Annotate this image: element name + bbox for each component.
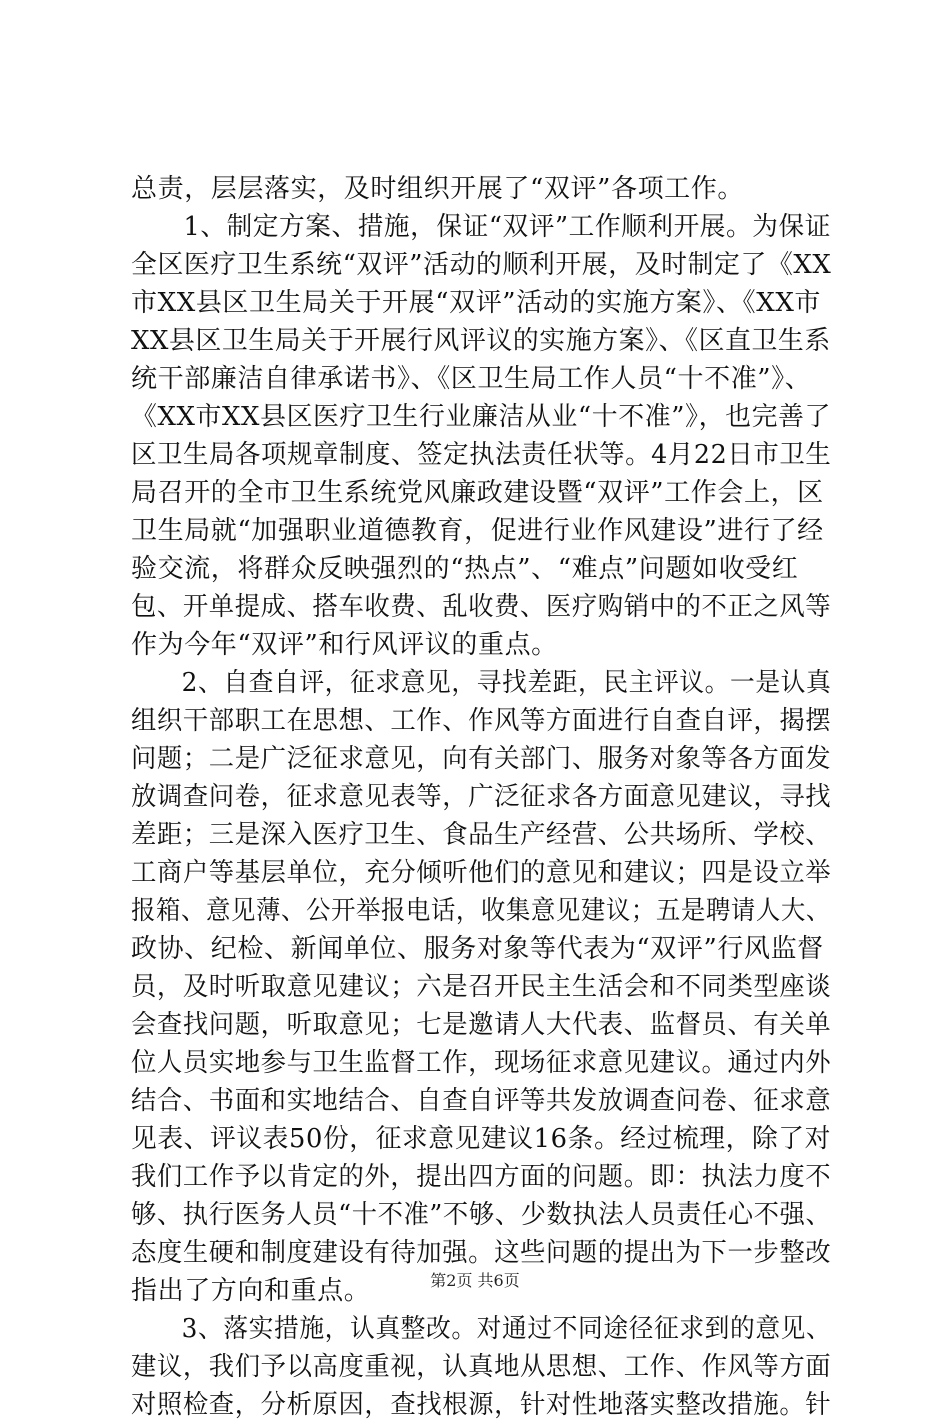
text-line: XX县区卫生局关于开展行风评议的实施方案》、《区直卫生系: [131, 326, 831, 356]
text-line: 卫生局就“加强职业道德教育，促进行业作风建设”进行了经: [131, 516, 824, 546]
text-line: 局召开的全市卫生系统党风廉政建设暨“双评”工作会上，区: [131, 478, 824, 508]
text-line: 结合、书面和实地结合、自查自评等共发放调查问卷、征求意: [131, 1086, 832, 1116]
text-line: 放调查问卷，征求意见表等，广泛征求各方面意见建议，寻找: [131, 782, 832, 812]
page-footer: 第2页 共6页: [430, 1271, 520, 1290]
text-line: 《XX市XX县区医疗卫生行业廉洁从业“十不准”》，也完善了: [131, 402, 832, 432]
text-line: 政协、纪检、新闻单位、服务对象等代表为“双评”行风监督: [131, 934, 824, 964]
text-line: 见表、评议表50份，征求意见建议16条。经过梳理，除了对: [131, 1124, 831, 1154]
text-line: 区卫生局各项规章制度、签定执法责任状等。4月22日市卫生: [131, 440, 832, 470]
text-line: 对照检查，分析原因，查找根源，针对性地落实整改措施。针: [131, 1390, 832, 1420]
text-line: 建议，我们予以高度重视，认真地从思想、工作、作风等方面: [131, 1352, 832, 1382]
text-line: 全区医疗卫生系统“双评”活动的顺利开展，及时制定了《XX: [131, 250, 832, 280]
text-line: 报箱、意见薄、公开举报电话，收集意见建议；五是聘请人大、: [131, 896, 831, 926]
text-line: 我们工作予以肯定的外，提出四方面的问题。即：执法力度不: [131, 1162, 832, 1192]
text-line: 2、自查自评，征求意见，寻找差距，民主评议。一是认真: [131, 668, 832, 698]
text-line: 作为今年“双评”和行风评议的重点。: [131, 630, 558, 660]
text-line: 包、开单提成、搭车收费、乱收费、医疗购销中的不正之风等: [131, 592, 832, 622]
text-line: 态度生硬和制度建设有待加强。这些问题的提出为下一步整改: [131, 1238, 832, 1268]
text-line: 指出了方向和重点。: [131, 1276, 371, 1306]
text-line: 总责，层层落实，及时组织开展了“双评”各项工作。: [131, 174, 744, 204]
text-line: 工商户等基层单位，充分倾听他们的意见和建议；四是设立举: [131, 858, 832, 888]
text-line: 位人员实地参与卫生监督工作，现场征求意见建议。通过内外: [131, 1048, 832, 1078]
text-line: 验交流，将群众反映强烈的“热点”、“难点”问题如收受红: [131, 554, 799, 584]
text-line: 问题；二是广泛征求意见，向有关部门、服务对象等各方面发: [131, 744, 832, 774]
text-line: 3、落实措施，认真整改。对通过不同途径征求到的意见、: [131, 1314, 832, 1344]
text-line: 员，及时听取意见建议；六是召开民主生活会和不同类型座谈: [131, 972, 832, 1002]
text-line: 会查找问题，听取意见；七是邀请人大代表、监督员、有关单: [131, 1010, 832, 1040]
text-line: 够、执行医务人员“十不准”不够、少数执法人员责任心不强、: [131, 1200, 832, 1230]
text-line: 组织干部职工在思想、工作、作风等方面进行自查自评，揭摆: [131, 706, 832, 736]
text-line: 市XX县区卫生局关于开展“双评”活动的实施方案》、《XX市: [131, 288, 822, 318]
text-line: 统干部廉洁自律承诺书》、《区卫生局工作人员“十不准”》、: [131, 364, 812, 394]
text-line: 1、制定方案、措施，保证“双评”工作顺利开展。为保证: [131, 212, 831, 242]
text-line: 差距；三是深入医疗卫生、食品生产经营、公共场所、学校、: [131, 820, 832, 850]
